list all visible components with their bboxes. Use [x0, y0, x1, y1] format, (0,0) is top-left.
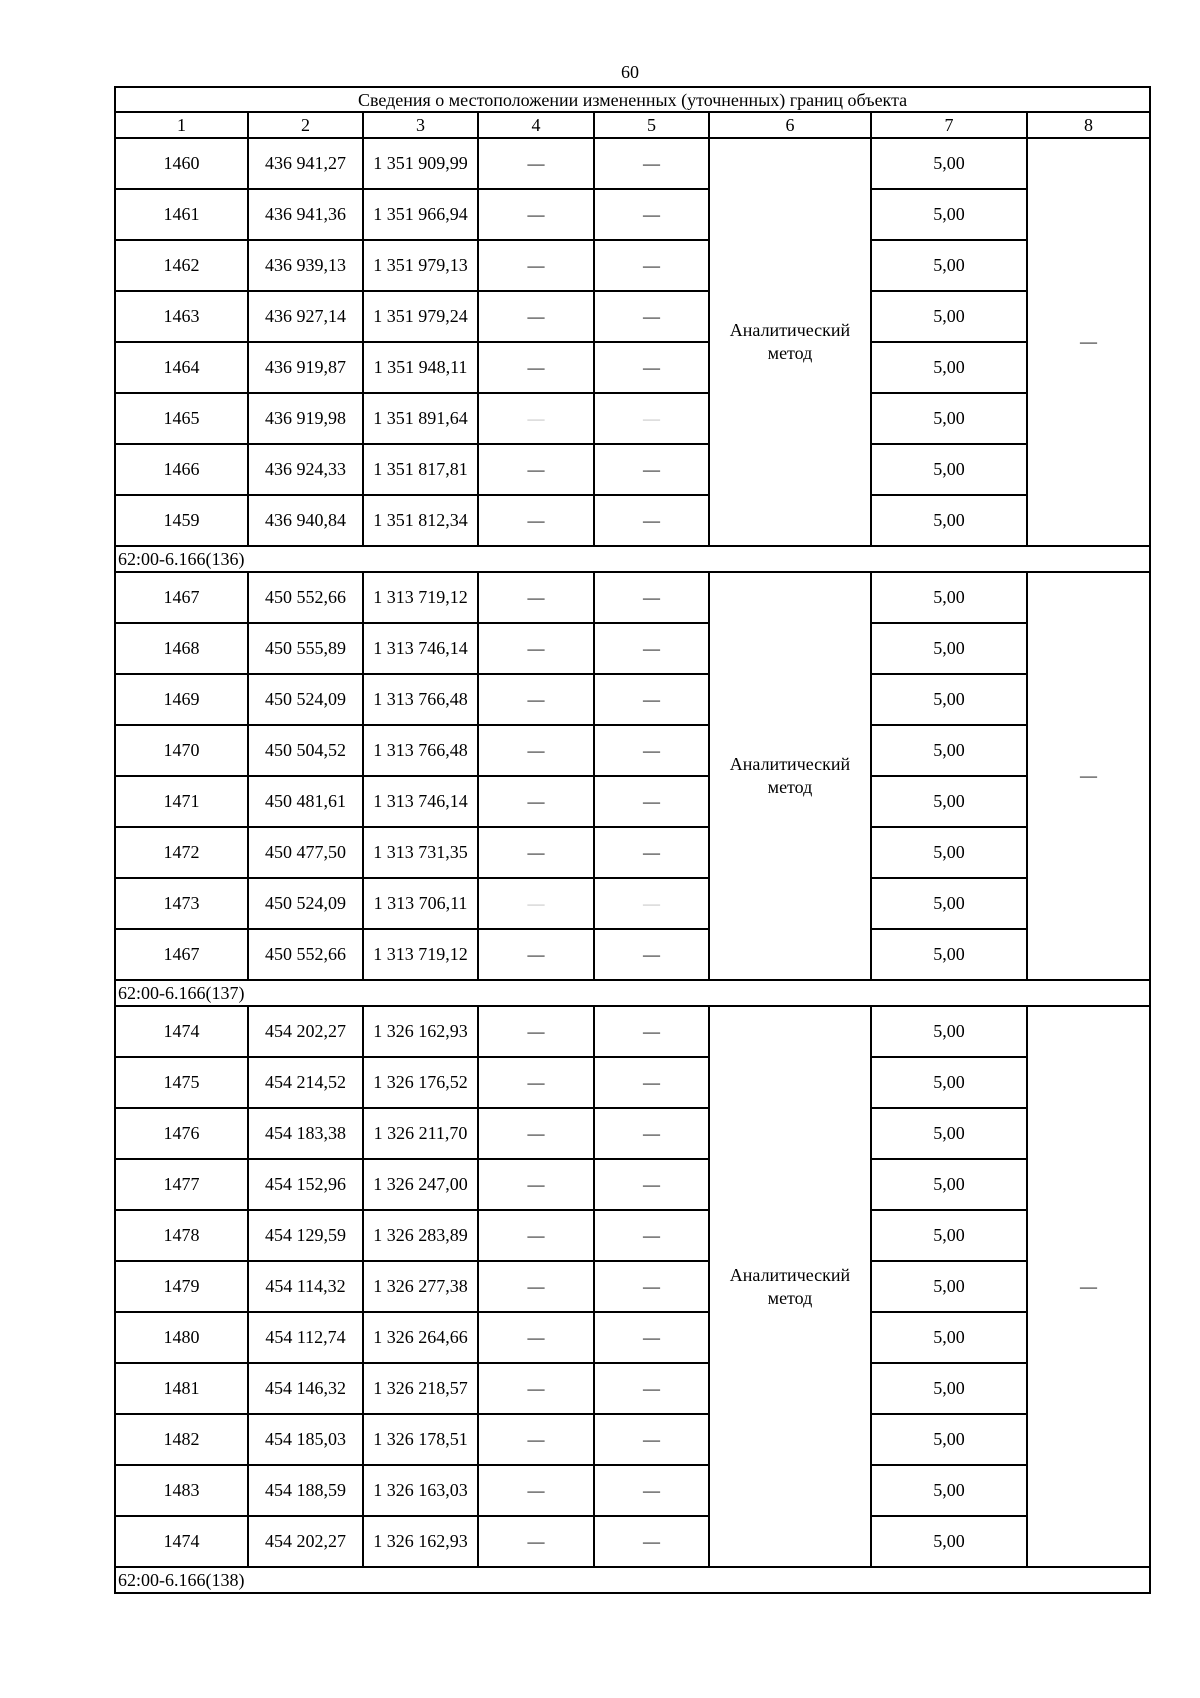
x-coordinate-cell: 454 188,59 — [248, 1465, 363, 1516]
point-number-cell: 1467 — [115, 929, 248, 980]
x-coordinate-cell: 450 552,66 — [248, 929, 363, 980]
column-5-dash-cell: — — [594, 1261, 709, 1312]
method-cell — [709, 138, 871, 546]
y-coordinate-cell: 1 326 163,03 — [363, 1465, 478, 1516]
point-number-cell: 1472 — [115, 827, 248, 878]
section-label-row — [115, 546, 1150, 572]
column-5-dash-cell: — — [594, 444, 709, 495]
point-number-cell: 1462 — [115, 240, 248, 291]
x-coordinate-cell: 450 524,09 — [248, 674, 363, 725]
column-5-dash-cell: — — [594, 1006, 709, 1057]
column-4-dash-cell: — — [478, 138, 594, 189]
column-5-dash-cell: — — [594, 827, 709, 878]
table-row — [115, 1363, 1150, 1414]
table-row — [115, 827, 1150, 878]
column-4-dash-cell: — — [478, 444, 594, 495]
column-8-dash-cell: — — [1027, 138, 1150, 546]
column-4-dash-cell: — — [478, 1159, 594, 1210]
accuracy-cell: 5,00 — [871, 393, 1027, 444]
table-row — [115, 1006, 1150, 1057]
column-4-dash-cell: — — [478, 342, 594, 393]
accuracy-cell: 5,00 — [871, 674, 1027, 725]
x-coordinate-cell: 450 524,09 — [248, 878, 363, 929]
column-number: 3 — [363, 112, 478, 138]
x-coordinate-cell: 450 552,66 — [248, 572, 363, 623]
accuracy-cell: 5,00 — [871, 623, 1027, 674]
column-5-dash-cell: — — [594, 1210, 709, 1261]
point-number-cell: 1474 — [115, 1516, 248, 1567]
x-coordinate-cell: 450 504,52 — [248, 725, 363, 776]
table-row — [115, 725, 1150, 776]
method-label-line2: метод — [767, 343, 813, 363]
accuracy-cell: 5,00 — [871, 1210, 1027, 1261]
column-5-dash-cell: — — [594, 1414, 709, 1465]
accuracy-cell: 5,00 — [871, 1057, 1027, 1108]
point-number-cell: 1471 — [115, 776, 248, 827]
column-4-dash-cell: — — [478, 623, 594, 674]
accuracy-cell: 5,00 — [871, 776, 1027, 827]
point-number-cell: 1464 — [115, 342, 248, 393]
column-5-dash-cell: — — [594, 1363, 709, 1414]
table-row — [115, 929, 1150, 980]
x-coordinate-cell: 436 939,13 — [248, 240, 363, 291]
table-caption-row — [115, 87, 1150, 112]
section-label: 62:00-6.166(138) — [115, 1567, 1150, 1593]
x-coordinate-cell: 454 183,38 — [248, 1108, 363, 1159]
column-4-dash-cell: — — [478, 1006, 594, 1057]
section-label: 62:00-6.166(137) — [115, 980, 1150, 1006]
accuracy-cell: 5,00 — [871, 1465, 1027, 1516]
y-coordinate-cell: 1 351 817,81 — [363, 444, 478, 495]
column-4-dash-cell: — — [478, 291, 594, 342]
y-coordinate-cell: 1 351 966,94 — [363, 189, 478, 240]
accuracy-cell: 5,00 — [871, 1159, 1027, 1210]
y-coordinate-cell: 1 326 211,70 — [363, 1108, 478, 1159]
column-5-dash-cell: — — [594, 1312, 709, 1363]
column-8-dash-cell: — — [1027, 572, 1150, 980]
column-number: 7 — [871, 112, 1027, 138]
accuracy-cell: 5,00 — [871, 725, 1027, 776]
column-4-dash-cell: — — [478, 1465, 594, 1516]
point-number-cell: 1478 — [115, 1210, 248, 1261]
column-4-dash-cell: — — [478, 1516, 594, 1567]
column-4-dash-cell: — — [478, 725, 594, 776]
x-coordinate-cell: 454 146,32 — [248, 1363, 363, 1414]
table-row — [115, 776, 1150, 827]
column-4-dash-cell: — — [478, 1210, 594, 1261]
method-cell — [709, 572, 871, 980]
accuracy-cell: 5,00 — [871, 1363, 1027, 1414]
x-coordinate-cell: 436 927,14 — [248, 291, 363, 342]
column-5-dash-cell: — — [594, 725, 709, 776]
table-row — [115, 623, 1150, 674]
column-5-dash-cell: — — [594, 291, 709, 342]
y-coordinate-cell: 1 351 909,99 — [363, 138, 478, 189]
table-row — [115, 189, 1150, 240]
column-4-dash-cell: — — [478, 776, 594, 827]
table-row — [115, 495, 1150, 546]
section-label-row — [115, 980, 1150, 1006]
column-5-dash-cell: — — [594, 189, 709, 240]
y-coordinate-cell: 1 326 176,52 — [363, 1057, 478, 1108]
y-coordinate-cell: 1 326 162,93 — [363, 1516, 478, 1567]
column-number: 8 — [1027, 112, 1150, 138]
accuracy-cell: 5,00 — [871, 342, 1027, 393]
accuracy-cell: 5,00 — [871, 1108, 1027, 1159]
table-row — [115, 878, 1150, 929]
point-number-cell: 1476 — [115, 1108, 248, 1159]
column-4-dash-cell: — — [478, 1312, 594, 1363]
y-coordinate-cell: 1 351 948,11 — [363, 342, 478, 393]
point-number-cell: 1479 — [115, 1261, 248, 1312]
column-5-dash-cell: — — [594, 1465, 709, 1516]
column-numbers-row — [115, 112, 1150, 138]
column-5-dash-cell: — — [594, 495, 709, 546]
column-5-dash-cell: — — [594, 1516, 709, 1567]
table-row — [115, 1414, 1150, 1465]
method-label-line1: Аналитический — [729, 1264, 851, 1285]
accuracy-cell: 5,00 — [871, 291, 1027, 342]
section-label-row — [115, 1567, 1150, 1593]
point-number-cell: 1469 — [115, 674, 248, 725]
x-coordinate-cell: 454 112,74 — [248, 1312, 363, 1363]
column-number: 5 — [594, 112, 709, 138]
point-number-cell: 1475 — [115, 1057, 248, 1108]
accuracy-cell: 5,00 — [871, 827, 1027, 878]
x-coordinate-cell: 454 114,32 — [248, 1261, 363, 1312]
point-number-cell: 1473 — [115, 878, 248, 929]
column-4-dash-cell: — — [478, 1363, 594, 1414]
column-5-dash-cell: — — [594, 393, 709, 444]
accuracy-cell: 5,00 — [871, 189, 1027, 240]
point-number-cell: 1459 — [115, 495, 248, 546]
table-row — [115, 342, 1150, 393]
table-row — [115, 1159, 1150, 1210]
column-4-dash-cell: — — [478, 878, 594, 929]
x-coordinate-cell: 436 941,36 — [248, 189, 363, 240]
x-coordinate-cell: 454 185,03 — [248, 1414, 363, 1465]
accuracy-cell: 5,00 — [871, 444, 1027, 495]
method-label-line1: Аналитический — [729, 320, 851, 340]
column-4-dash-cell: — — [478, 240, 594, 291]
table-row — [115, 1465, 1150, 1516]
point-number-cell: 1465 — [115, 393, 248, 444]
accuracy-cell: 5,00 — [871, 878, 1027, 929]
y-coordinate-cell: 1 313 706,11 — [363, 878, 478, 929]
column-5-dash-cell: — — [594, 878, 709, 929]
method-label-line2: метод — [767, 777, 813, 797]
y-coordinate-cell: 1 326 283,89 — [363, 1210, 478, 1261]
y-coordinate-cell: 1 326 247,00 — [363, 1159, 478, 1210]
y-coordinate-cell: 1 326 178,51 — [363, 1414, 478, 1465]
x-coordinate-cell: 454 129,59 — [248, 1210, 363, 1261]
method-label-line1: Аналитический — [729, 754, 851, 774]
y-coordinate-cell: 1 313 719,12 — [363, 572, 478, 623]
column-5-dash-cell: — — [594, 623, 709, 674]
y-coordinate-cell: 1 326 277,38 — [363, 1261, 478, 1312]
y-coordinate-cell: 1 313 731,35 — [363, 827, 478, 878]
section-label: 62:00-6.166(136) — [115, 546, 1150, 572]
table-row — [115, 1516, 1150, 1567]
table-row — [115, 138, 1150, 189]
y-coordinate-cell: 1 313 746,14 — [363, 623, 478, 674]
table-row — [115, 1261, 1150, 1312]
column-number: 2 — [248, 112, 363, 138]
point-number-cell: 1466 — [115, 444, 248, 495]
point-number-cell: 1463 — [115, 291, 248, 342]
table-row — [115, 1312, 1150, 1363]
accuracy-cell: 5,00 — [871, 572, 1027, 623]
column-number: 6 — [709, 112, 871, 138]
accuracy-cell: 5,00 — [871, 138, 1027, 189]
column-4-dash-cell: — — [478, 495, 594, 546]
x-coordinate-cell: 436 941,27 — [248, 138, 363, 189]
column-5-dash-cell: — — [594, 342, 709, 393]
column-4-dash-cell: — — [478, 1057, 594, 1108]
column-5-dash-cell: — — [594, 1057, 709, 1108]
point-number-cell: 1461 — [115, 189, 248, 240]
column-8-dash-cell: — — [1027, 1006, 1150, 1567]
accuracy-cell: 5,00 — [871, 1006, 1027, 1057]
x-coordinate-cell: 436 919,87 — [248, 342, 363, 393]
page-number: 60 — [621, 62, 639, 82]
y-coordinate-cell: 1 313 719,12 — [363, 929, 478, 980]
column-number: 1 — [115, 112, 248, 138]
column-4-dash-cell: — — [478, 929, 594, 980]
point-number-cell: 1477 — [115, 1159, 248, 1210]
y-coordinate-cell: 1 313 766,48 — [363, 725, 478, 776]
y-coordinate-cell: 1 351 979,13 — [363, 240, 478, 291]
accuracy-cell: 5,00 — [871, 929, 1027, 980]
x-coordinate-cell: 436 940,84 — [248, 495, 363, 546]
point-number-cell: 1481 — [115, 1363, 248, 1414]
table-row — [115, 572, 1150, 623]
accuracy-cell: 5,00 — [871, 1312, 1027, 1363]
column-4-dash-cell: — — [478, 393, 594, 444]
table-row — [115, 393, 1150, 444]
column-5-dash-cell: — — [594, 138, 709, 189]
x-coordinate-cell: 436 924,33 — [248, 444, 363, 495]
table-row — [115, 444, 1150, 495]
column-5-dash-cell: — — [594, 776, 709, 827]
column-5-dash-cell: — — [594, 240, 709, 291]
accuracy-cell: 5,00 — [871, 1261, 1027, 1312]
column-5-dash-cell: — — [594, 1159, 709, 1210]
y-coordinate-cell: 1 326 264,66 — [363, 1312, 478, 1363]
accuracy-cell: 5,00 — [871, 1516, 1027, 1567]
column-4-dash-cell: — — [478, 1261, 594, 1312]
method-label-line2: метод — [767, 1287, 813, 1308]
x-coordinate-cell: 450 481,61 — [248, 776, 363, 827]
y-coordinate-cell: 1 313 766,48 — [363, 674, 478, 725]
column-4-dash-cell: — — [478, 1108, 594, 1159]
point-number-cell: 1468 — [115, 623, 248, 674]
accuracy-cell: 5,00 — [871, 240, 1027, 291]
column-4-dash-cell: — — [478, 189, 594, 240]
point-number-cell: 1470 — [115, 725, 248, 776]
column-5-dash-cell: — — [594, 674, 709, 725]
y-coordinate-cell: 1 313 746,14 — [363, 776, 478, 827]
x-coordinate-cell: 450 555,89 — [248, 623, 363, 674]
x-coordinate-cell: 454 202,27 — [248, 1006, 363, 1057]
table-caption: Сведения о местоположении измененных (уточненных) границ объекта — [115, 87, 1150, 112]
table-row — [115, 674, 1150, 725]
y-coordinate-cell: 1 326 162,93 — [363, 1006, 478, 1057]
table-row — [115, 291, 1150, 342]
column-5-dash-cell: — — [594, 1108, 709, 1159]
y-coordinate-cell: 1 326 218,57 — [363, 1363, 478, 1414]
column-number: 4 — [478, 112, 594, 138]
point-number-cell: 1482 — [115, 1414, 248, 1465]
boundary-coordinates-table — [114, 86, 1151, 1594]
column-4-dash-cell: — — [478, 674, 594, 725]
column-4-dash-cell: — — [478, 827, 594, 878]
x-coordinate-cell: 454 214,52 — [248, 1057, 363, 1108]
y-coordinate-cell: 1 351 979,24 — [363, 291, 478, 342]
accuracy-cell: 5,00 — [871, 495, 1027, 546]
column-5-dash-cell: — — [594, 572, 709, 623]
column-4-dash-cell: — — [478, 572, 594, 623]
column-5-dash-cell: — — [594, 929, 709, 980]
table-row — [115, 1108, 1150, 1159]
x-coordinate-cell: 454 202,27 — [248, 1516, 363, 1567]
x-coordinate-cell: 436 919,98 — [248, 393, 363, 444]
x-coordinate-cell: 450 477,50 — [248, 827, 363, 878]
point-number-cell: 1480 — [115, 1312, 248, 1363]
table-row — [115, 1210, 1150, 1261]
point-number-cell: 1460 — [115, 138, 248, 189]
y-coordinate-cell: 1 351 812,34 — [363, 495, 478, 546]
method-cell — [709, 1006, 871, 1567]
x-coordinate-cell: 454 152,96 — [248, 1159, 363, 1210]
accuracy-cell: 5,00 — [871, 1414, 1027, 1465]
y-coordinate-cell: 1 351 891,64 — [363, 393, 478, 444]
column-4-dash-cell: — — [478, 1414, 594, 1465]
table-row — [115, 1057, 1150, 1108]
point-number-cell: 1474 — [115, 1006, 248, 1057]
point-number-cell: 1483 — [115, 1465, 248, 1516]
table-row — [115, 240, 1150, 291]
point-number-cell: 1467 — [115, 572, 248, 623]
